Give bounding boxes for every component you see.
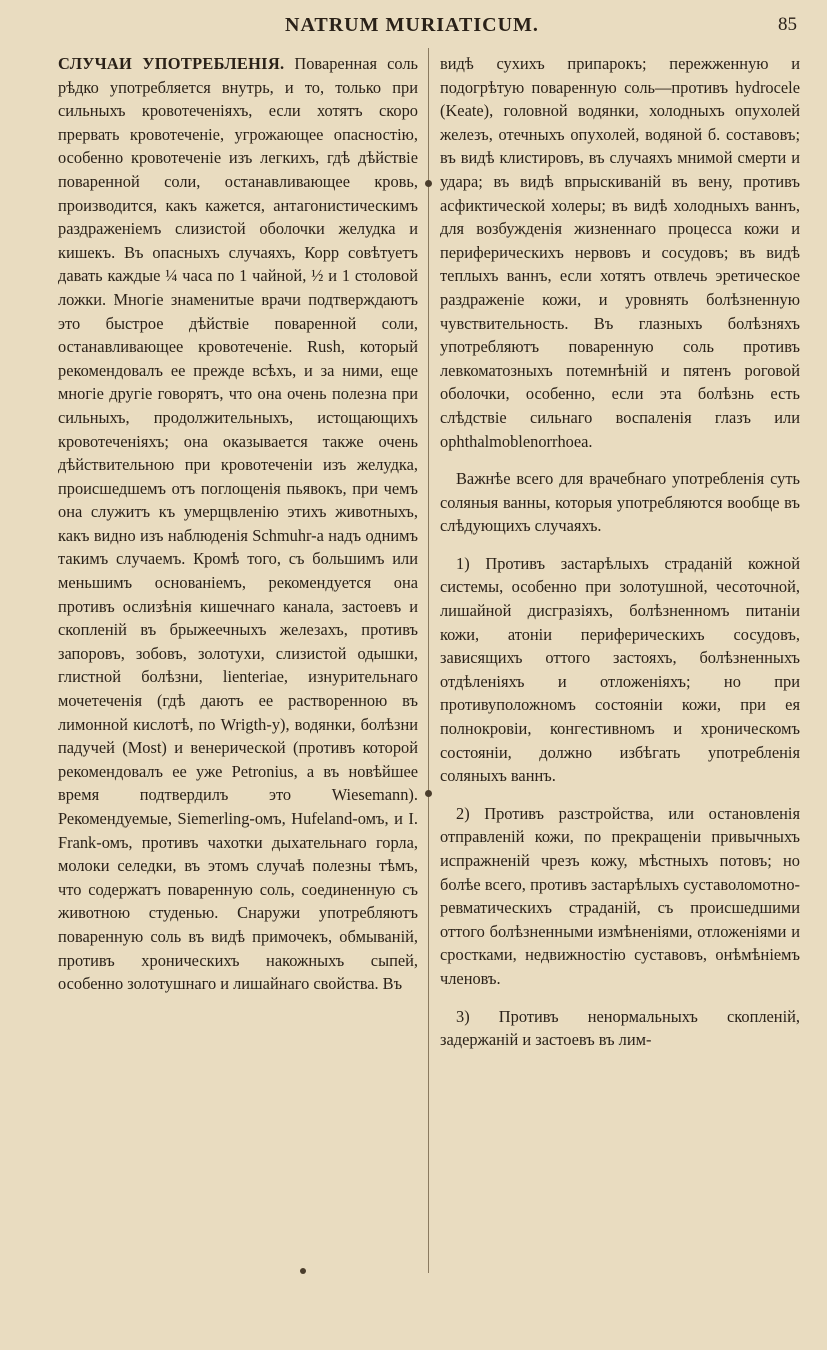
right-paragraph: 2) Противъ разстройства, или остановленія отправленій кожи, по прекращеніи привычныхъ испражненій чрезъ кожу, мѣстныхъ потовъ; но болѣе всего, противъ застарѣлыхъ суставоломотно-ревматическихъ страданій, съ происшедшими оттого болѣзненными измѣненіями, отложеніями и сростками, недвижностію суставовъ, онѣмѣніемъ членовъ.	[440, 803, 800, 988]
left-paragraph-text: Поваренная соль рѣдко употребляется внутрь, и то, только при сильныхъ кровотеченіяхъ, если хотятъ скоро прервать кровотеченіе, угрожающее опасностію, особенно кровотеченіе изъ легкихъ, гдѣ дѣйствіе поваренной соли, останавливающее кровь, производится, какъ кажется, антагонистическимъ раздраженіемъ слизистой оболочки желудка и кишекъ. Въ опасныхъ случаяхъ, Корр совѣтуетъ давать каждые ¼ часа по 1 чайной, ½ и 1 столовой ложки. Многіе знаменитые врачи подтверждаютъ это быстрое дѣйствіе поваренной соли, останавливающее кровотеченіе. Rush, который рекомендовалъ ее прежде всѣхъ, и за ними, еще многіе другіе говорятъ, что она очень полезна при сильныхъ, продолжительныхъ, истощающихъ кровотеченіяхъ; она оказывается также очень дѣйствительною при кровотеченіи изъ желудка, происшедшемъ отъ поглощенія пьявокъ, при чемъ она служитъ къ умерщвленію этихъ животныхъ, какъ видно изъ наблюденія Schmuhr-а надъ однимъ такимъ случаемъ. Кромѣ того, съ большимъ или меньшимъ основаніемъ, рекомендуется она противъ ослизѣнія кишечнаго канала, застоевъ и скопленій въ брыжеечныхъ железахъ, противъ запоровъ, зобовъ, золотухи, слизистой одышки, глистной болѣзни, lienteriae, изнурительнаго мочетеченія (гдѣ даютъ ее растворенною въ лимонной кислотѣ, по Wrigth-у), водянки, болѣзни падучей (Most) и венерической (противъ которой рекомендовалъ ее уже Petronius, а въ новѣйшее время подтвердилъ это Wiesemann). Рекомендуемые, Siemerling-омъ, Hufeland-омъ, и I. Frank-омъ, противъ чахотки дыхательнаго горла, молоки селедки, въ этомъ случаѣ полезны тѣмъ, что содержатъ поваренную соль, соединенную съ животною студенью. Снаружи употребляютъ поваренную соль въ видѣ примочекъ, обмыванiй, противъ хроническихъ накожныхъ сыпей, особенно золотушнаго и лишайнаго свойства. Въ	[58, 54, 418, 994]
right-paragraph: 1) Противъ застарѣлыхъ страданій кожной системы, особенно при золотушной, чесоточной, лишайной дисгразіяхъ, болѣзненномъ питаніи кожи, атоніи периферическихъ сосудовъ, зависящихъ оттого застояхъ, болѣзненныхъ отдѣленіяхъ и отложеніяхъ; но при противуположномъ состояніи кожи, при ея полнокровіи, конгестивномъ и хроническомъ состояніи, должно избѣгать употребленія соляныхъ ваннъ.	[440, 553, 800, 786]
column-divider-mark	[425, 790, 432, 797]
right-paragraph: 3) Противъ ненормальныхъ скопленій, задержаній и застоевъ въ лим-	[440, 1006, 800, 1050]
right-paragraph: Важнѣе всего для врачебнаго употребленія суть соляныя ванны, которыя употребляются вообще въ слѣдующихъ случаяхъ.	[440, 469, 800, 536]
right-column	[440, 52, 800, 1052]
running-head	[0, 14, 827, 42]
right-paragraph: видѣ сухихъ припарокъ; пережженную и подогрѣтую поваренную соль—противъ hydrocele (Keate), головной водянки, холодныхъ опухолей железъ, отечныхъ опухолей, водяной б. составовъ; въ видѣ клистировъ, въ случаяхъ мнимой смерти и удара; въ видѣ впрыскиваній въ вену, противъ асфиктической холеры; въ видѣ холодныхъ ваннъ, для возбужденія жизненнаго процесса кожи и периферическихъ нервовъ и сосудовъ; въ видѣ теплыхъ ваннъ, если хотятъ отвлечь эретическое раздраженіе кожи, и уровнять болѣзненную чувствительность. Въ глазныхъ болѣзняхъ употребляютъ поваренную соль противъ левкоматозныхъ потемнѣній и пятенъ роговой оболочки, особенно, если эта болѣзнь есть слѣдствіе сильнаго воспаленія глазъ или ophthalmoblenorrhoea.	[440, 54, 800, 451]
running-title: NATRUM MURIATICUM.	[285, 14, 539, 36]
column-divider-mark	[425, 180, 432, 187]
section-heading: СЛУЧАИ УПОТРЕБЛЕНІЯ.	[58, 54, 285, 73]
left-column	[58, 52, 418, 996]
column-divider	[428, 48, 429, 1273]
left-paragraph	[58, 52, 418, 996]
page-number: 85	[778, 14, 797, 35]
footer-dot	[300, 1268, 306, 1274]
